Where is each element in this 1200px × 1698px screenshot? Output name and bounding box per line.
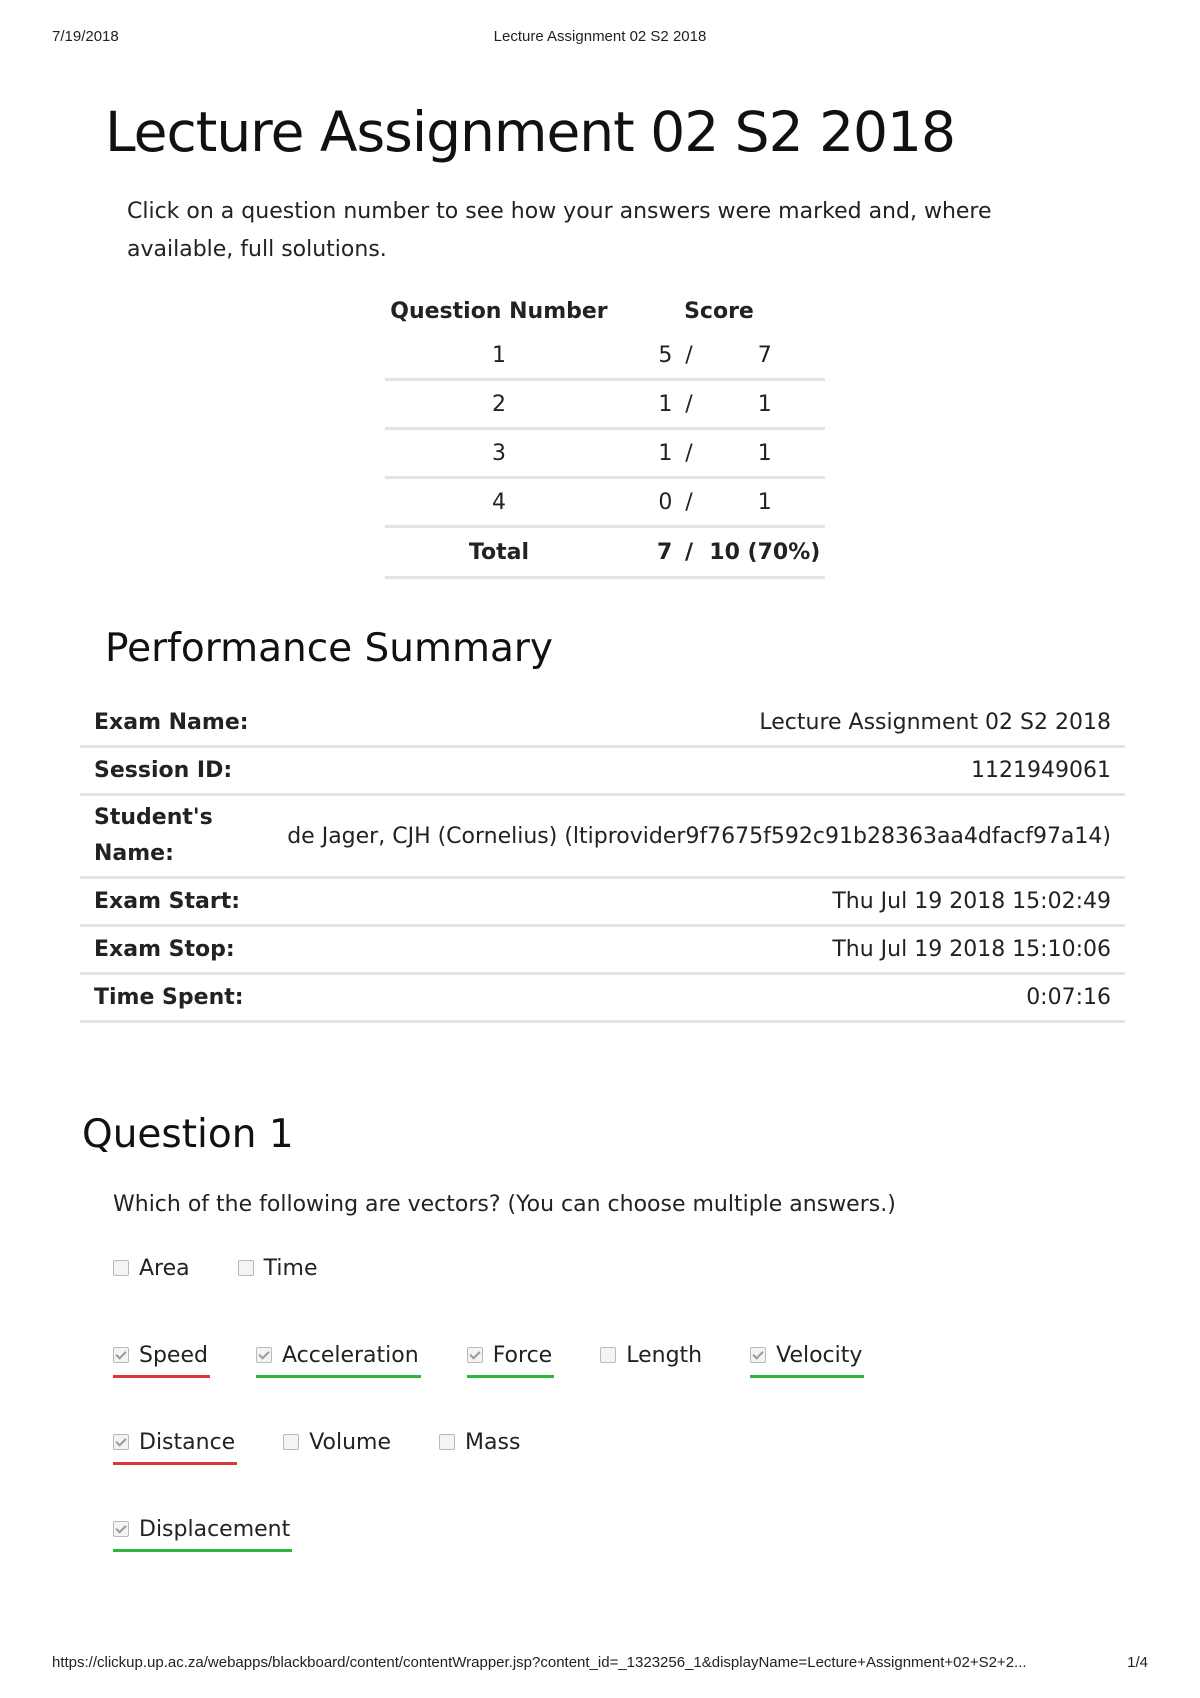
question-number-link[interactable]: 4 [385, 478, 613, 527]
score-table [385, 290, 825, 579]
question-number-link[interactable]: 3 [385, 429, 613, 478]
score-separator: / [673, 380, 704, 429]
score-row[interactable] [385, 478, 825, 527]
checkbox[interactable] [113, 1434, 129, 1450]
checkbox[interactable] [113, 1260, 129, 1276]
summary-label: Exam Start: [80, 879, 268, 927]
print-url: https://clickup.up.ac.za/webapps/blackboard/content/contentWrapper.jsp?content_id=_1323256_1&displayName=Lecture+Assignment+02+S2+2... [52, 1654, 1027, 1671]
checkbox[interactable] [238, 1260, 254, 1276]
print-date: 7/19/2018 [52, 28, 119, 45]
checkbox[interactable] [283, 1434, 299, 1450]
summary-row [80, 796, 1125, 879]
checkbox[interactable] [750, 1347, 766, 1363]
intro-text: Click on a question number to see how your answers were marked and, where available, full solutions. [127, 199, 992, 262]
score-row[interactable] [385, 429, 825, 478]
total-separator: / [673, 527, 704, 578]
option-distance[interactable] [113, 1422, 237, 1465]
score-max: 1 [705, 380, 825, 429]
option-time[interactable] [238, 1248, 320, 1291]
score-max: 1 [705, 478, 825, 527]
checkbox[interactable] [113, 1347, 129, 1363]
option-displacement[interactable] [113, 1509, 292, 1552]
score-header: Score [684, 298, 754, 324]
score-value: 1 [613, 429, 673, 478]
score-max: 7 [705, 332, 825, 380]
option-length[interactable] [600, 1335, 704, 1378]
score-separator: / [673, 429, 704, 478]
option-area[interactable] [113, 1248, 192, 1291]
total-max: 10 (70%) [705, 527, 825, 578]
question-prompt: Which of the following are vectors? (You can choose multiple answers.) [113, 1192, 896, 1217]
summary-value: 1121949061 [268, 748, 1125, 796]
summary-row [80, 927, 1125, 975]
question-title: Question 1 [82, 1112, 294, 1157]
option-mass[interactable] [439, 1422, 522, 1465]
summary-value: 0:07:16 [268, 975, 1125, 1023]
checkbox[interactable] [467, 1347, 483, 1363]
score-separator: / [673, 332, 704, 380]
option-label: Mass [465, 1429, 521, 1455]
summary-label: Time Spent: [80, 975, 268, 1023]
print-page-number: 1/4 [1127, 1654, 1148, 1671]
summary-row [80, 700, 1125, 748]
summary-value: Lecture Assignment 02 S2 2018 [268, 700, 1125, 748]
summary-label: Session ID: [80, 748, 268, 796]
option-force[interactable] [467, 1335, 555, 1378]
summary-label: Exam Name: [80, 700, 268, 748]
score-row[interactable] [385, 332, 825, 380]
option-label: Displacement [139, 1516, 291, 1542]
score-value: 1 [613, 380, 673, 429]
option-velocity[interactable] [750, 1335, 864, 1378]
option-acceleration[interactable] [256, 1335, 421, 1378]
option-label: Distance [139, 1429, 236, 1455]
checkbox[interactable] [113, 1521, 129, 1537]
option-label: Velocity [776, 1342, 863, 1368]
option-label: Length [626, 1342, 703, 1368]
summary-row [80, 975, 1125, 1023]
summary-value: Thu Jul 19 2018 15:10:06 [268, 927, 1125, 975]
total-score: 7 [613, 527, 673, 578]
option-label: Acceleration [281, 1342, 419, 1368]
summary-label: Student's Name: [80, 796, 268, 879]
answer-options [113, 1248, 1113, 1552]
question-number-link[interactable]: 2 [385, 380, 613, 429]
option-label: Speed [139, 1342, 208, 1368]
summary-value: Thu Jul 19 2018 15:02:49 [268, 879, 1125, 927]
score-max: 1 [705, 429, 825, 478]
summary-value: de Jager, CJH (Cornelius) (ltiprovider9f7675f592c91b28363aa4dfacf97a14) [268, 796, 1125, 879]
question-number-link[interactable]: 1 [385, 332, 613, 380]
option-volume[interactable] [283, 1422, 393, 1465]
score-value: 5 [613, 332, 673, 380]
checkbox[interactable] [439, 1434, 455, 1450]
print-footer [0, 1654, 1200, 1674]
score-value: 0 [613, 478, 673, 527]
summary-row [80, 879, 1125, 927]
checkbox[interactable] [256, 1347, 272, 1363]
performance-summary-title: Performance Summary [105, 626, 554, 671]
question-number-header: Question Number [390, 298, 608, 324]
performance-summary-table [80, 700, 1125, 1023]
score-separator: / [673, 478, 704, 527]
print-header [0, 28, 1200, 48]
option-speed[interactable] [113, 1335, 210, 1378]
print-title: Lecture Assignment 02 S2 2018 [493, 28, 707, 45]
checkbox[interactable] [600, 1347, 616, 1363]
option-label: Area [139, 1255, 190, 1281]
page-title: Lecture Assignment 02 S2 2018 [105, 100, 956, 164]
summary-row [80, 748, 1125, 796]
option-label: Volume [309, 1429, 392, 1455]
option-label: Time [263, 1255, 318, 1281]
score-row[interactable] [385, 380, 825, 429]
summary-label: Exam Stop: [80, 927, 268, 975]
total-label: Total [385, 527, 613, 578]
score-total-row [385, 527, 825, 578]
option-label: Force [492, 1342, 553, 1368]
